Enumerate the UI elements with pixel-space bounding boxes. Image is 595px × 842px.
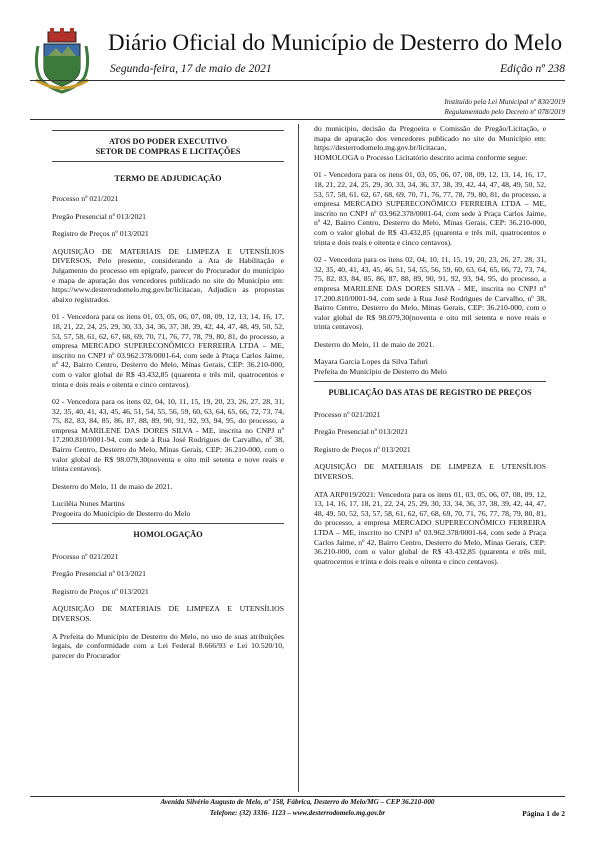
homologacao-top-rule (52, 523, 284, 524)
section-subtitle: SETOR DE COMPRAS E LICITAÇÕES (95, 147, 241, 156)
processo: Processo nº 021/2021 (52, 194, 119, 203)
coat-of-arms-icon (30, 26, 94, 94)
footer-address: Avenida Silvério Augusto de Melo, nº 158, Fábrica, Desterro do Melo/MG – CEP 36.210-000 (160, 798, 435, 806)
vencedora-02: 02 - Vencedora para os itens 02, 04, 10, 11, 15, 19, 20, 23, 26, 27, 28, 31, 32, 35, 40, 41, 43, 45, 46, 51, 54, 55, 56, 59, 60, 63, 64, 65, 66, 72, 73, 74, 75, 82, 83, 84, 85, 86, 87, 88, 89, 90, 91, 92, 93, 94, 95, do processo, a empresa MARILENE DAS DORES SILVA - ME, inscrita no CNPJ nº 17.200.810/0001-94, com sede à Rua José Rodrigues de Carvalho, nº 38, Bairro Centro, Desterro do Melo, Minas Gerais, CEP: 36.210-000, com o valor global de R$ 98.079,30(noventa e oito mil setenta e nove reais e trinta centavos). (52, 397, 284, 474)
prefeita-role: Prefeita do Município de Desterro do Melo (314, 367, 447, 377)
issue-date: Segunda-feira, 17 de maio de 2021 (110, 63, 272, 75)
institution-law: Instituído pela Lei Municipal nº 830/2019 (444, 98, 565, 106)
signer-name: Lucilêia Nunes Martins (52, 499, 125, 509)
pregao-2: Pregão Presencial nº 013/2021 (52, 569, 146, 579)
homologacao-title: HOMOLOGAÇÃO (133, 529, 203, 539)
vencedora-01-homologacao: 01 - Vencedora para os itens 01, 03, 05, 06, 07, 08, 09, 12, 13, 14, 16, 17, 18, 21, 22, 24, 25, 29, 30, 33, 34, 36, 37, 38, 39, 42, 44, 47, 48, 49, 50, 52, 53, 57, 58, 61, 62, 67, 68, 69, 70, 71, 76, 77, 78, 79, 80, 81, do processo, a empresa MERCADO SUPERECONÔMICO FERREIRA LTDA – ME, inscrito no CNPJ nº 03.962.378/0001-64, com sede à Praça Carlos Jaime, nº 42, Bairro Centro, Desterro do Melo, Minas Gerais, CEP: 36.210-000, com o valor global de R$ 43.432,85 (quarenta e três mil, quatrocentos e trinta e dois reais e oitenta e cinco centavos). (314, 170, 546, 247)
processo-2: Processo nº 021/2021 (52, 551, 119, 561)
aquisicao-text: AQUISIÇÃO DE MATERIAIS DE LIMPEZA E UTENSÍLIOS DIVERSOS, Pelo presente, considerando a Ata de Habilitação e Julgamento do processo em epígrafe, parecer do Procurador do município e mapa de apuração dos vencedores publicado no site do Município em: https://www.desterrodomelo.mg.gov.br/licitacao, Adjudico as propostas abaixo registrados. (52, 246, 284, 304)
aquisicao-3: AQUISIÇÃO DE MATERIAIS DE LIMPEZA E UTENSÍLIOS DIVERSOS. (314, 462, 546, 482)
regulation-decree: Regulamentado pelo Decreto nº 078/2019 (444, 108, 565, 116)
signer-role: Pregoeira do Município de Desterro do Melo (52, 509, 191, 519)
newspaper-title: Diário Oficial do Município de Desterro do Melo (108, 30, 563, 55)
section-bottom-rule (52, 161, 284, 162)
prefeita-name: Mayara Garcia Lopes da Silva Tafuri (314, 357, 428, 367)
right-column (314, 124, 546, 574)
section-top-rule (52, 130, 284, 131)
registro-2: Registro de Preços nº 013/2021 (52, 586, 149, 596)
local-data: Desterro do Melo, 11 de maio de 2021. (52, 481, 173, 491)
ata-text: ATA ARP019/2021: Vencedora para os itens 01, 03, 05, 06, 07, 08, 09, 12, 13, 14, 16, 17, 18, 21, 22, 24, 25, 29, 30, 33, 34, 36, 37, 38, 39, 42, 44, 47, 48, 49, 50, 52, 53, 57, 58, 61, 62, 67, 68, 69, 70, 71, 76, 77, 78, 79, 80, 81, do processo, a empresa MERCADO SUPERECONÔMICO FERREIRA LTDA – ME, inscrito no CNPJ nº 03.962.378/0001-64, com sede à Praça Carlos Jaime, nº 42, Bairro Centro, Desterro do Melo, Minas Gerais, CEP: 36.210-000, com o valor global de R$ 43.432,85 (quarenta e três mil, quatrocentos e trinta e dois reais e oitenta e cinco centavos). (314, 489, 546, 566)
edition-number: Edição nº 238 (500, 63, 565, 75)
signature-block-prefeita (314, 357, 546, 376)
page-number: Página 1 de 2 (522, 809, 565, 818)
vencedora-02-homologacao: 02 - Vencedora para os itens 02, 04, 10, 11, 15, 19, 20, 23, 26, 27, 28, 31, 32, 35, 40, 41, 43, 45, 46, 51, 54, 55, 56, 59, 60, 63, 64, 65, 66, 72, 73, 74, 75, 82, 83, 84, 85, 86, 87, 88, 89, 90, 91, 92, 93, 94, 95, do processo, a empresa MARILENE DAS DORES SILVA - ME, inscrita no CNPJ nº 17.200.810/0001-94, com sede à Rua José Rodrigues de Carvalho, nº 38, Bairro Centro, Desterro do Melo, Minas Gerais, CEP: 36.210-000, com o valor global de R$ 98.079,30(noventa e oito mil setenta e nove reais e trinta centavos). (314, 255, 546, 332)
registro: Registro de Preços nº 013/2021 (52, 229, 149, 239)
footer-contact: Telefone: (32) 3336- 1123 – www.desterrodomelo.mg.gov.br (209, 809, 386, 817)
column-divider (298, 124, 299, 792)
section-title: ATOS DO PODER EXECUTIVO (108, 137, 228, 146)
registro-3: Registro de Preços nº 013/2021 (314, 444, 411, 454)
header-divider-2 (30, 119, 565, 120)
continuation-text: do município, decisão da Pregoeira e Comissão de Pregão/Licitação, e mapa de apuração dos vencedores publicado no site do Município em: https://desterrodomelo.mg.gov.br/licitacao, (314, 124, 546, 153)
processo-3: Processo nº 021/2021 (314, 409, 381, 419)
header-divider (30, 80, 565, 81)
homologa-text: HOMOLOGA o Processo Licitatório descrito acima conforme segue: (314, 152, 528, 162)
prefeita-text: A Prefeita do Município de Desterro do Melo, no uso de suas atribuições legais, de conformidade com a Lei Federal 8.666/93 e Lei 10.520/10, parecer do Procurador (52, 631, 284, 660)
left-column (52, 124, 284, 668)
pregao: Pregão Presencial nº 013/2021 (52, 211, 146, 221)
signature-block (52, 499, 284, 518)
local-data-2: Desterro do Melo, 11 de maio de 2021. (314, 339, 435, 349)
publicacao-title: PUBLICAÇÃO DAS ATAS DE REGISTRO DE PREÇOS (328, 387, 532, 397)
aquisicao-2: AQUISIÇÃO DE MATERIAIS DE LIMPEZA E UTENSÍLIOS DIVERSOS. (52, 604, 284, 623)
pregao-3: Pregão Presencial nº 013/2021 (314, 427, 408, 437)
footer-divider (30, 796, 565, 797)
termo-title: TERMO DE ADJUDICAÇÃO (114, 174, 222, 183)
publicacao-top-rule (314, 381, 546, 382)
vencedora-01: 01 - Vencedora para os itens 01, 03, 05, 06, 07, 08, 09, 12, 13, 14, 16, 17, 18, 21, 22, 24, 25, 29, 30, 33, 34, 36, 37, 38, 39, 42, 44, 47, 48, 49, 50, 52, 53, 57, 58, 61, 62, 67, 68, 69, 70, 71, 76, 77, 78, 79, 80, 81, do processo, a empresa MERCADO SUPERECONÔMICO FERREIRA LTDA – ME, inscrito no CNPJ nº 03.962.378/0001-64, com sede à Praça Carlos Jaime, nº 42, Bairro Centro, Desterro do Melo, Minas Gerais, CEP: 36.210-000, com o valor global de R$ 43.432,85 (quarenta e três mil, quatrocentos e trinta e dois reais e oitenta e cinco centavos). (52, 312, 284, 389)
